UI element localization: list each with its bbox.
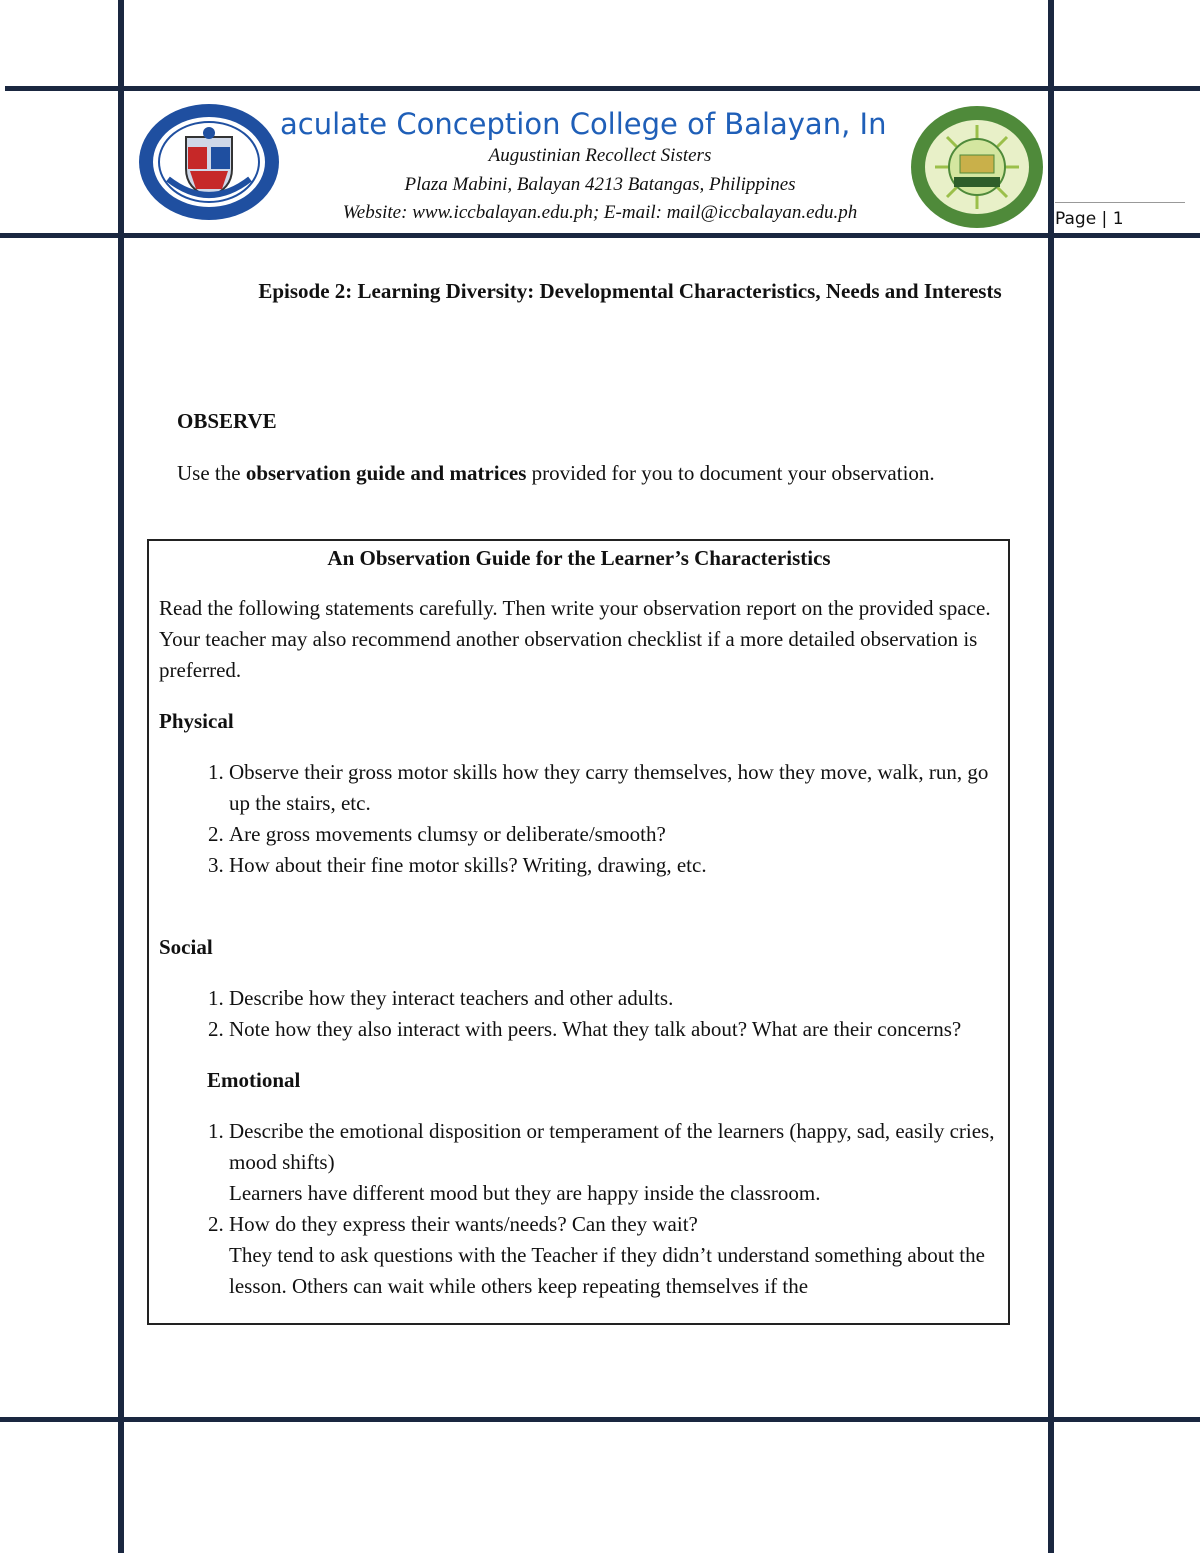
address-line: Plaza Mabini, Balayan 4213 Batangas, Philippines bbox=[404, 174, 796, 195]
social-list bbox=[159, 983, 999, 1045]
emotional-answer: They tend to ask questions with the Teacher if they didn’t understand something about the lesson. Others can wait while others keep repeating themselves if the bbox=[229, 1243, 985, 1298]
physical-heading: Physical bbox=[159, 709, 234, 733]
pacucoa-seal-icon bbox=[910, 105, 1045, 229]
college-seal-icon bbox=[138, 103, 280, 221]
emotional-heading: Emotional bbox=[207, 1068, 301, 1092]
list-item: 1. Describe how they interact teachers and other adults. bbox=[229, 983, 999, 1014]
instruction-text-end: provided for you to document your observation. bbox=[526, 461, 935, 485]
guide-intro: Read the following statements carefully. Then write your observation report on the provided space. Your teacher may also recommend another observation checklist if a more detailed observation is preferred. bbox=[159, 596, 991, 682]
frame-line-bottom bbox=[0, 1417, 1200, 1422]
emotional-question: 2. How do they express their wants/needs? Can they wait? bbox=[229, 1212, 698, 1236]
observe-heading: OBSERVE bbox=[177, 409, 277, 433]
physical-list bbox=[159, 757, 999, 881]
contact-line: Website: www.iccbalayan.edu.ph; E-mail: mail@iccbalayan.edu.ph bbox=[342, 202, 858, 223]
page-number: Page | 1 bbox=[1055, 209, 1124, 229]
guide-title: An Observation Guide for the Learner’s Characteristics bbox=[327, 546, 831, 570]
episode-title: Episode 2: Learning Diversity: Developmental Characteristics, Needs and Interests bbox=[258, 279, 1002, 303]
list-item: 1. Observe their gross motor skills how they carry themselves, how they move, walk, run, go up the stairs, etc. bbox=[229, 757, 999, 819]
document-header bbox=[130, 95, 1050, 233]
instruction-text: Use the bbox=[177, 461, 246, 485]
school-name: aculate Conception College of Balayan, In bbox=[280, 107, 887, 141]
page-number-rule bbox=[1055, 202, 1185, 203]
frame-line-top bbox=[5, 86, 1200, 91]
list-item: 2. Note how they also interact with peers. What they talk about? What are their concerns? bbox=[229, 1014, 999, 1045]
list-item bbox=[229, 1116, 999, 1209]
instruction-emphasis: observation guide and matrices bbox=[245, 461, 527, 485]
frame-line-header bbox=[0, 233, 1200, 238]
congregation-line: Augustinian Recollect Sisters bbox=[488, 145, 712, 166]
social-heading: Social bbox=[159, 935, 213, 959]
list-item: 3. How about their fine motor skills? Writing, drawing, etc. bbox=[229, 850, 999, 881]
observation-guide-box bbox=[147, 539, 1010, 1325]
list-item: 2. Are gross movements clumsy or deliberate/smooth? bbox=[229, 819, 999, 850]
list-item bbox=[229, 1209, 999, 1302]
emotional-question: 1. Describe the emotional disposition or temperament of the learners (happy, sad, easily cries, mood shifts) bbox=[229, 1119, 995, 1174]
emotional-answer: Learners have different mood but they are happy inside the classroom. bbox=[229, 1181, 821, 1205]
observe-instructions bbox=[177, 458, 937, 489]
emotional-list bbox=[159, 1116, 999, 1302]
